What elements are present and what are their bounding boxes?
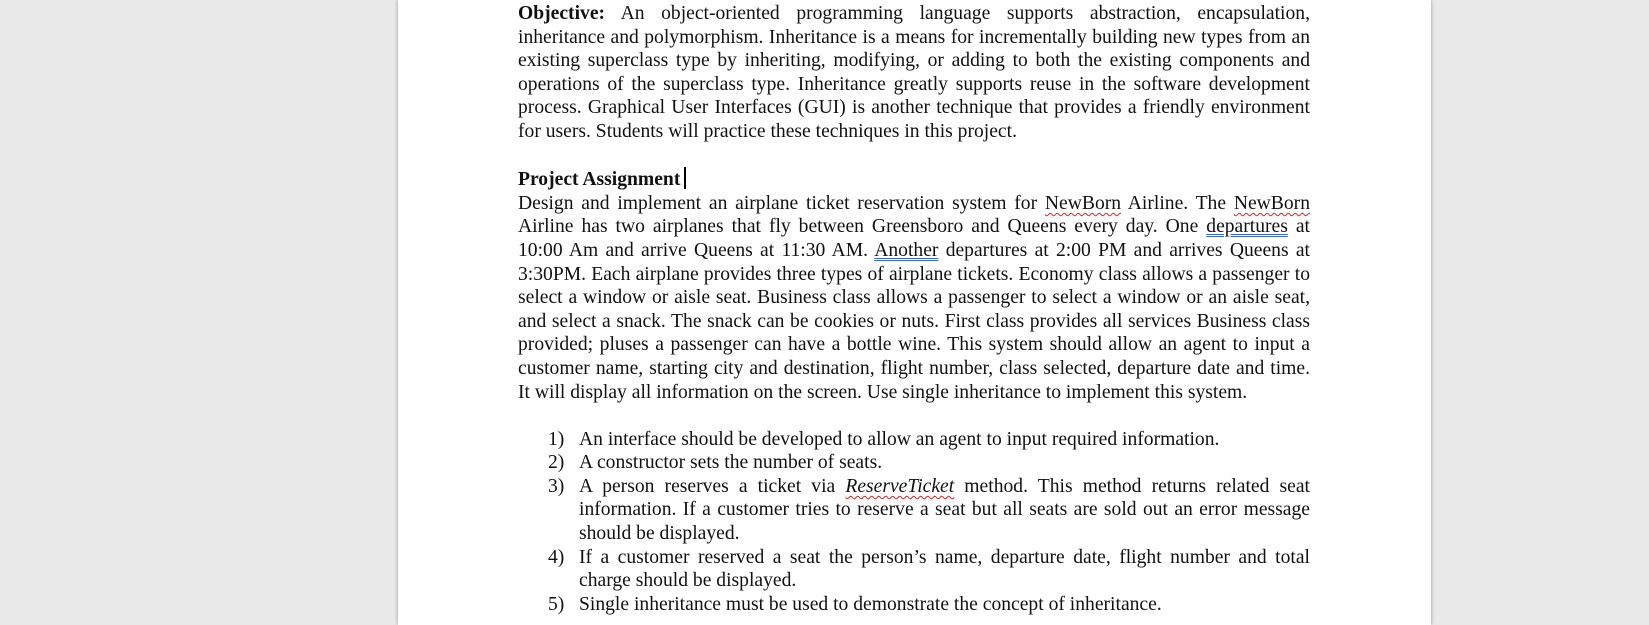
list-item [518,451,1310,475]
requirements-list [518,428,1310,617]
objective-text: An object-oriented programming language supports abstraction, encapsulation, inheritance and polymorphism. Inheritance is a means for incrementally building new types from an existing superclass type by inheriting, modifying, or adding to both the existing components and operations of the superclass type. Inheritance greatly supports reuse in the software development process. Graphical User Interfaces (GUI) is another technique that provides a friendly environment for users. Students will practice these techniques in this project. [518,3,1310,142]
objective-label: Objective: [518,3,606,24]
list-item-text: method. This method returns related seat information. If a customer tries to reserve a seat but all seats are sold out an error message should be displayed. [579,475,1310,545]
list-item-text: A person reserves a ticket via [579,475,846,497]
list-number: 4) [548,546,565,568]
assignment-heading: Project Assignment [518,169,681,191]
objective-paragraph [518,2,1310,144]
assignment-text: at 10:00 Am and arrive Queens at 11:30 AM. [518,216,1310,261]
list-number: 3) [548,475,565,497]
list-number: 2) [548,452,565,474]
list-item [518,593,1310,617]
list-item [518,475,1310,546]
assignment-text: Airline has two airplanes that fly between Greensboro and Queens every day. One [518,216,1207,238]
grammar-flag-another[interactable]: Another [874,239,939,261]
list-item-text: If a customer reserved a seat the person’s name, departure date, flight number and total charge should be displayed. [579,546,1310,592]
text-cursor [684,167,686,189]
list-item-text: An interface should be developed to allow an agent to input required information. [579,428,1220,450]
spelling-error-newborn[interactable]: NewBorn [1233,192,1310,214]
assignment-text: Airline. The [1121,192,1234,214]
document-body[interactable] [518,2,1310,616]
blank-line [518,144,1310,168]
document-page [398,0,1431,625]
spelling-error-reserveticket[interactable]: ReserveTicket [845,475,955,497]
assignment-text: departures at 2:00 PM and arrives Queens at 3:30PM. Each airplane provides three types of airplane tickets. Economy class allows a passenger to select a window or aisle seat. Business class allows a passenger to select a window or an aisle seat, and select a snack. The snack can be cookies or nuts. First class provides all services Business class provided; pluses a passenger can have a bottle wine. This system should allow an agent to input a customer name, starting city and destination, flight number, class selected, departure date and time. It will display all information on the screen. Use single inheritance to implement this system. [518,239,1310,403]
list-number: 1) [548,428,565,450]
spelling-error-newborn[interactable]: NewBorn [1044,192,1122,214]
list-item-text: A constructor sets the number of seats. [579,452,883,474]
list-item [518,546,1310,593]
list-item [518,428,1310,452]
assignment-heading-line [518,167,1310,192]
assignment-text: Design and implement an airplane ticket reservation system for [518,192,1045,214]
blank-line [518,404,1310,428]
list-number: 5) [548,593,565,615]
grammar-flag-departures[interactable]: departures [1206,216,1288,238]
list-item-text: Single inheritance must be used to demonstrate the concept of inheritance. [579,593,1162,615]
assignment-paragraph [518,192,1310,404]
